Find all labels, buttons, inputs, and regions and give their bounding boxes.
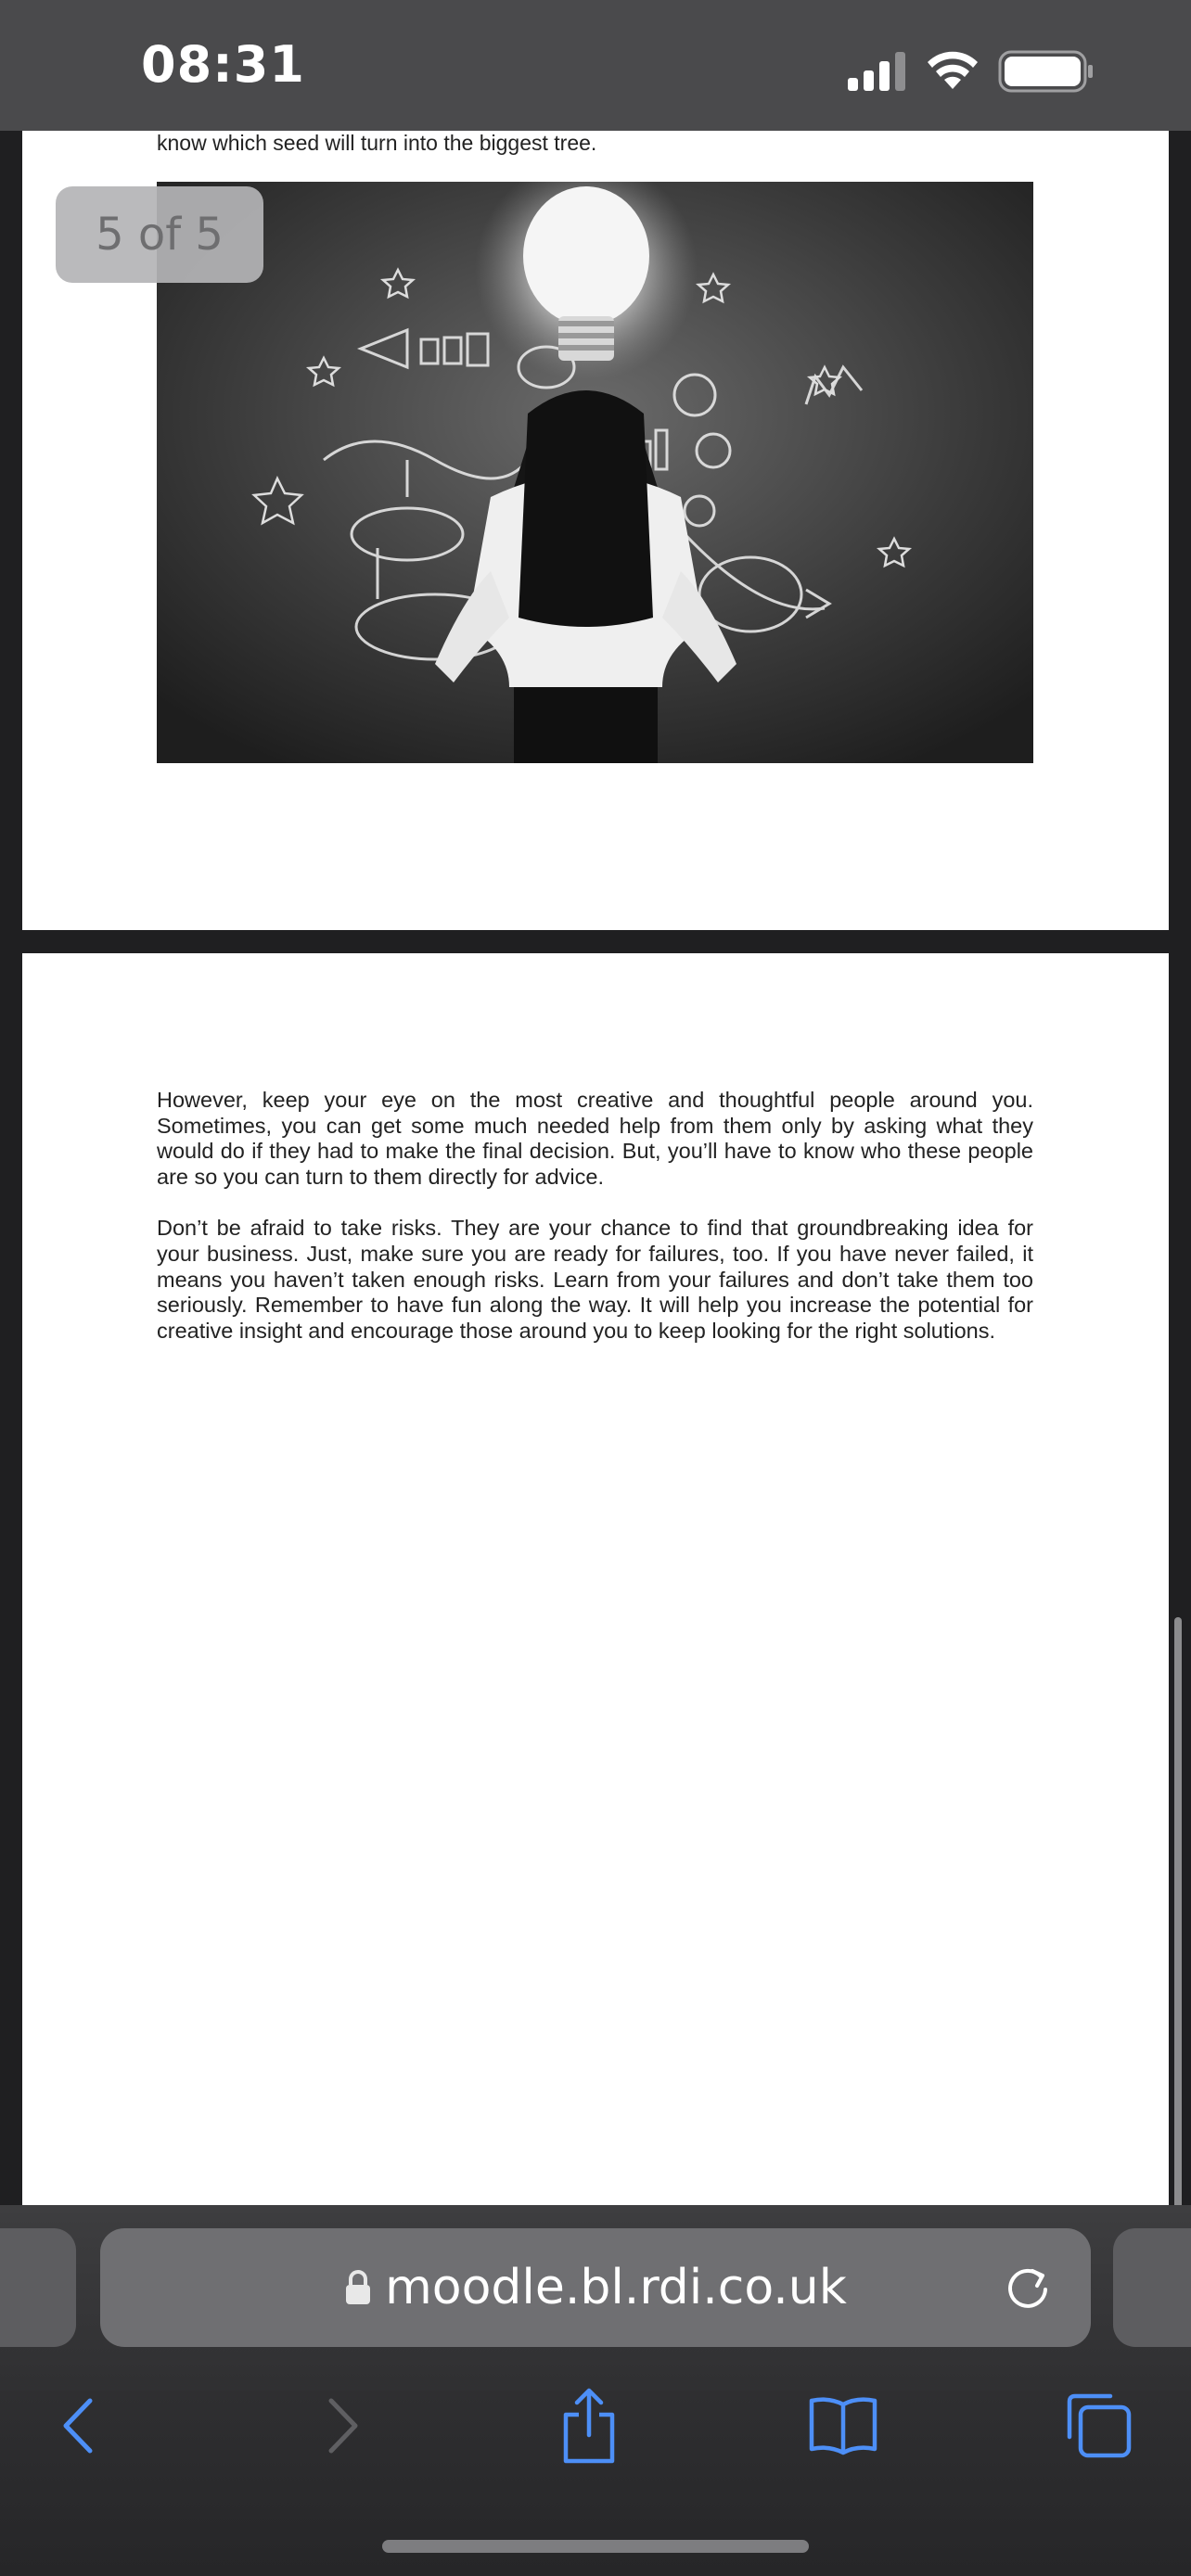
- pdf-viewer[interactable]: [0, 131, 1191, 2205]
- back-icon: [53, 2393, 109, 2458]
- url-text: moodle.bl.rdi.co.uk: [385, 2260, 847, 2315]
- battery-icon: [1000, 52, 1093, 91]
- chalkboard-lightbulb-image: [157, 182, 1033, 763]
- paragraph-2: Don’t be afraid to take risks. They are your chance to find that groundbreaking idea for your business. Just, make sure you are ready for failures, too. If you have never failed, it means you haven’t taken enough risks. Learn from your failures and don’t take them too seriously. Remember to have fun along the way. It will help you increase the potential for creative insight and encourage those around you to keep looking for the right solutions.: [157, 1216, 1033, 1343]
- page-counter-badge: 5 of 5: [56, 186, 263, 283]
- forward-button[interactable]: [299, 2384, 382, 2468]
- address-bar[interactable]: [100, 2228, 1091, 2347]
- wifi-icon: [928, 52, 978, 89]
- status-icons: [848, 48, 1098, 95]
- bookmarks-button[interactable]: [801, 2384, 885, 2468]
- share-icon: [557, 2387, 621, 2465]
- share-button[interactable]: [547, 2384, 631, 2468]
- previous-tab-preview[interactable]: [0, 2228, 76, 2347]
- page-text-line: know which seed will turn into the biggest tree.: [157, 131, 597, 155]
- tabs-button[interactable]: [1057, 2384, 1141, 2468]
- page-body-text: [157, 1088, 1033, 1370]
- paragraph-1: However, keep your eye on the most creative and thoughtful people around you. Sometimes, you can get some much needed help from them only by asking what they would do if they had to make the final decision. But, you’ll have to know who these people are so you can turn to them directly for advice.: [157, 1088, 1033, 1189]
- forward-icon: [313, 2393, 368, 2458]
- clock: 08:31: [141, 35, 305, 94]
- status-bar: [0, 0, 1191, 131]
- back-button[interactable]: [39, 2384, 122, 2468]
- next-tab-preview[interactable]: [1113, 2228, 1191, 2347]
- bookmarks-icon: [806, 2393, 880, 2458]
- tabs-icon: [1064, 2391, 1134, 2461]
- pdf-page-5: [22, 953, 1169, 2205]
- cellular-signal-icon: [848, 52, 905, 91]
- home-indicator[interactable]: [382, 2540, 809, 2553]
- safari-toolbar: [0, 2205, 1191, 2576]
- reload-icon[interactable]: [1002, 2262, 1054, 2314]
- lock-icon: [344, 2270, 372, 2305]
- scroll-indicator[interactable]: [1174, 1617, 1182, 2205]
